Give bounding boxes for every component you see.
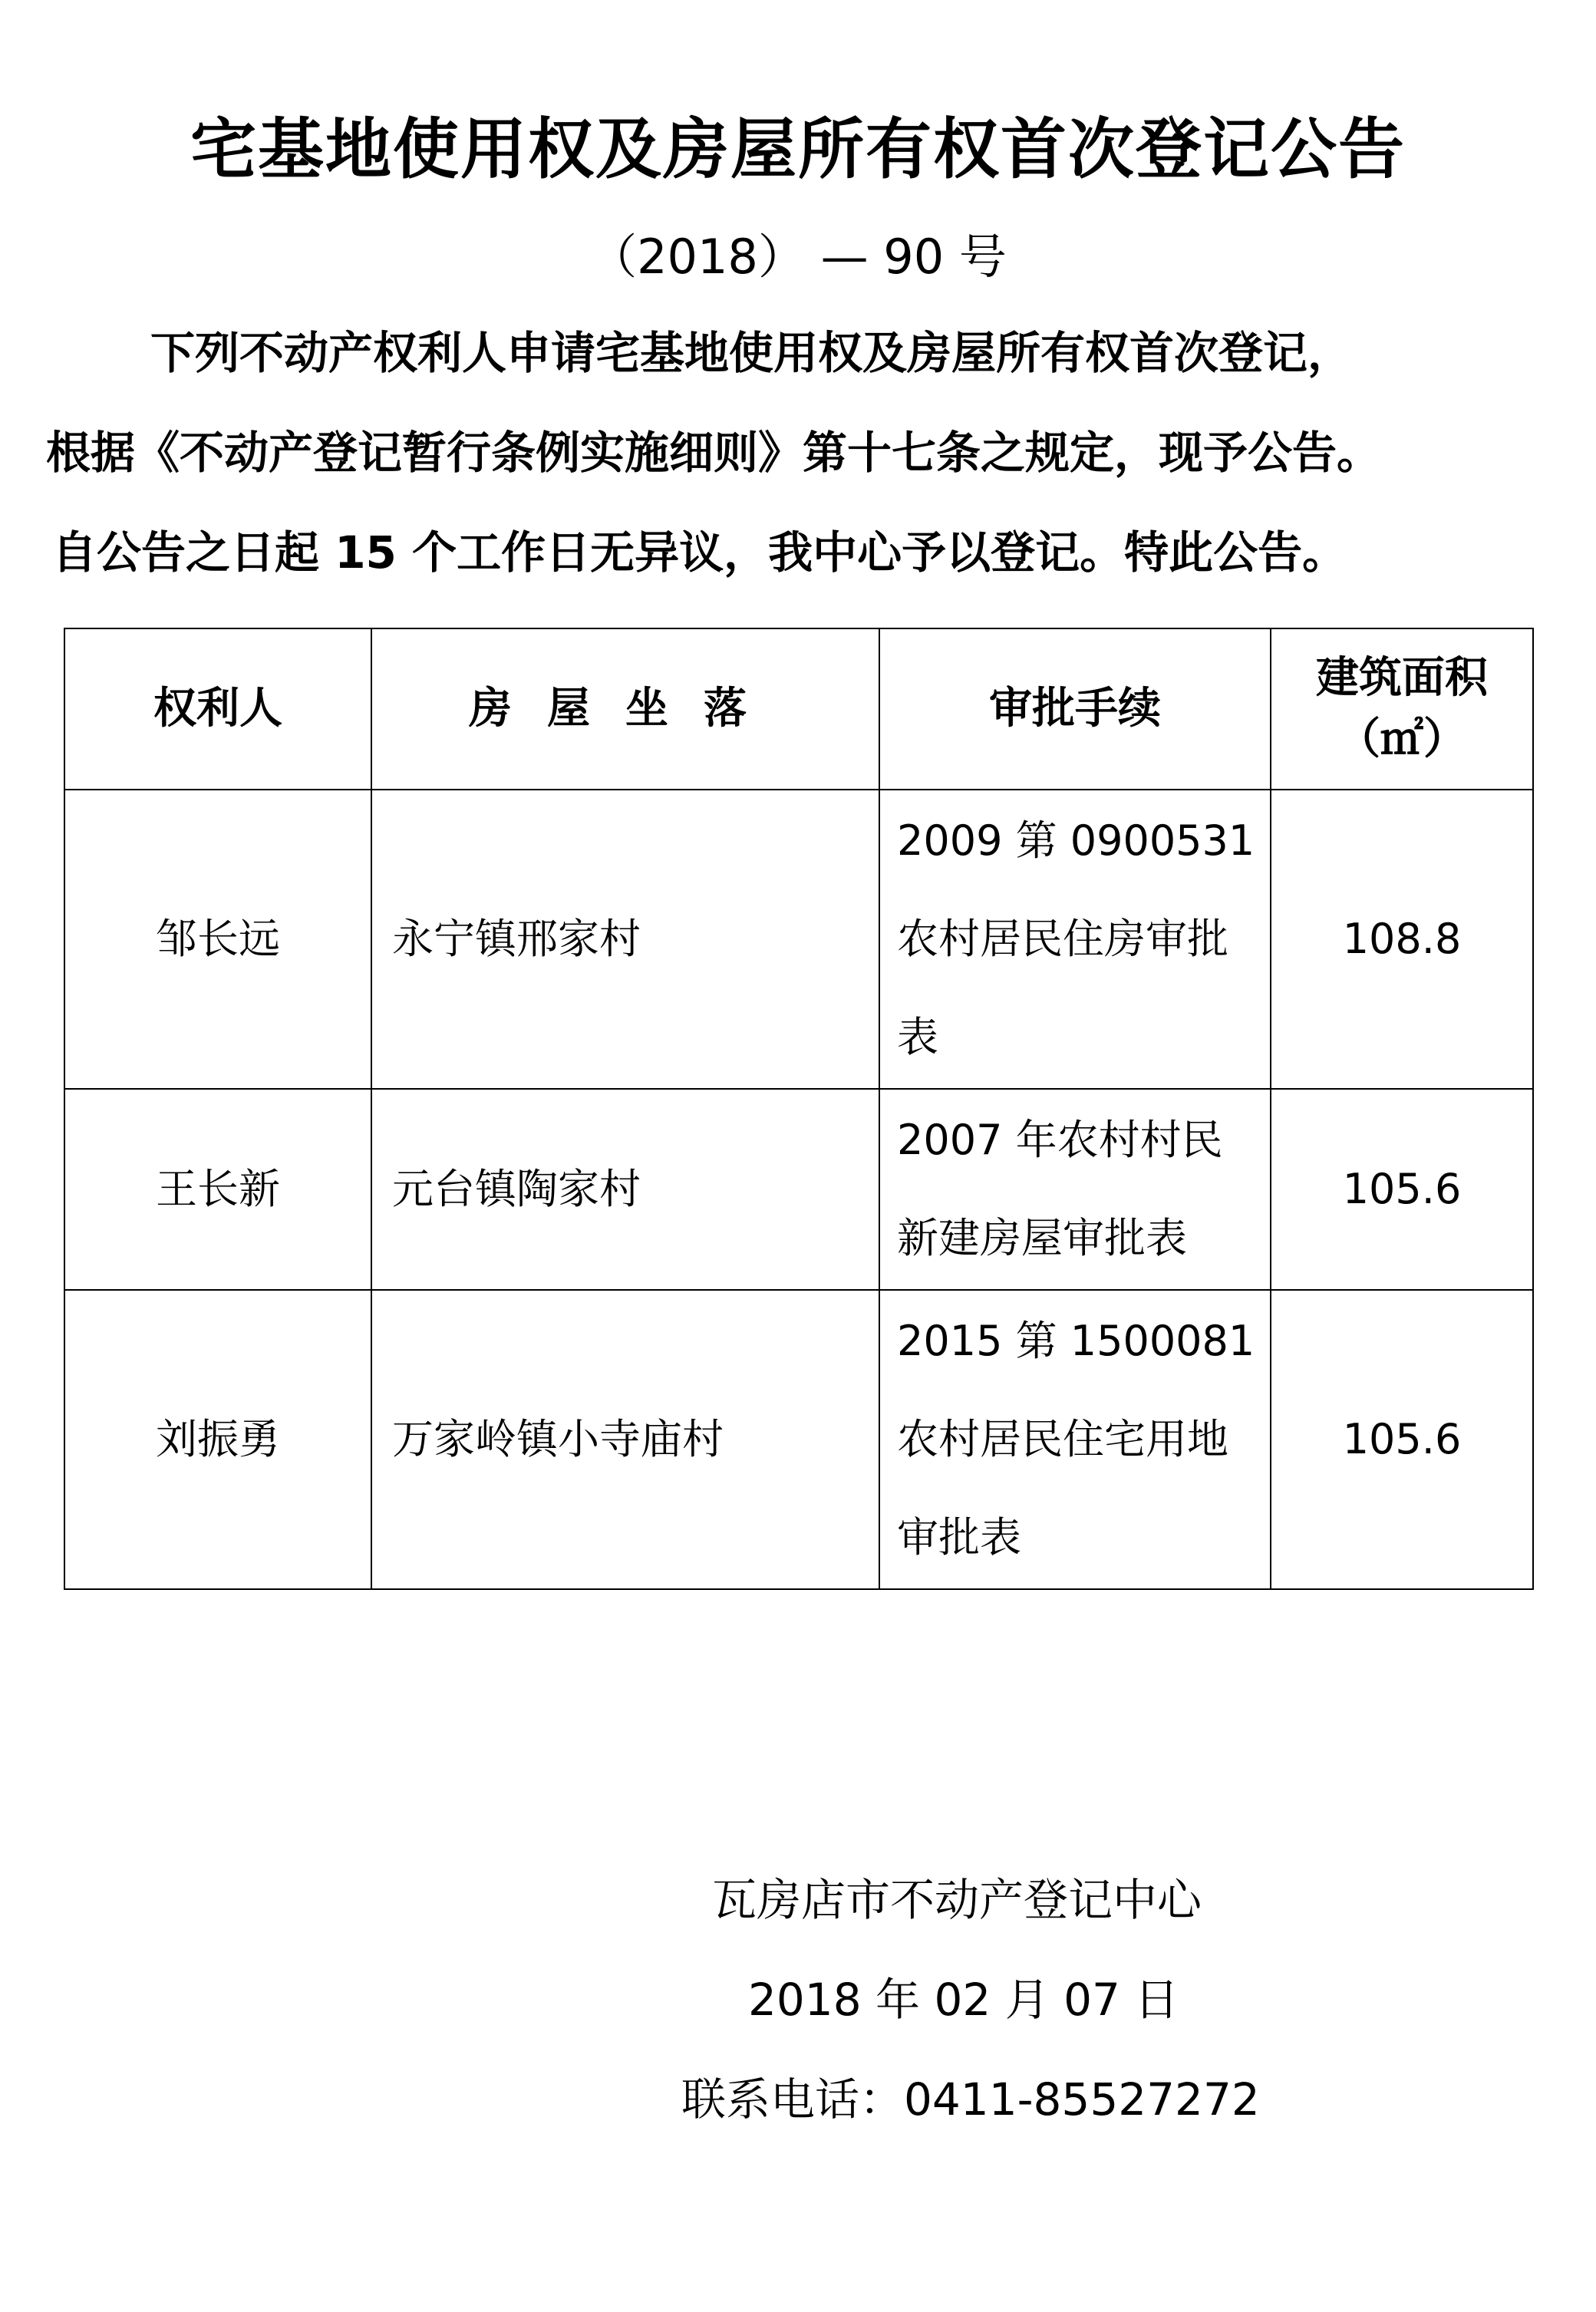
table-row [64,1290,1533,1589]
issue-date: 2018 年 02 月 07 日 [748,1974,1179,2026]
header-area [1271,628,1533,790]
header-location [371,628,879,790]
location-cell: 万家岭镇小寺庙村 [371,1290,879,1589]
location-cell: 元台镇陶家村 [371,1089,879,1290]
owner-cell: 邹长远 [64,790,371,1089]
table-header-row [64,628,1533,790]
page-title: 宅基地使用权及房屋所有权首次登记公告 [190,111,1406,188]
notice-line-2: 根据《不动产登记暂行条例实施细则》第十七条之规定，现予公告。 [46,427,1382,479]
notice-line-3: 自公告之日起 15 个工作日无异议，我中心予以登记。特此公告。 [52,526,1347,579]
header-area-unit: （㎡） [1337,714,1466,764]
area-cell: 105.6 [1271,1290,1533,1589]
issuing-organization: 瓦房店市不动产登记中心 [712,1874,1202,1926]
approval-cell: 2009 第 0900531 农村居民住房审批表 [879,790,1271,1089]
header-area-label: 建筑面积 [1316,653,1488,703]
table-row [64,1089,1533,1290]
document-number: （2018） — 90 号 [589,229,1007,285]
area-cell: 108.8 [1271,790,1533,1089]
owner-cell: 王长新 [64,1089,371,1290]
approval-cell: 2015 第 1500081 农村居民住宅用地审批表 [879,1290,1271,1589]
header-approval: 审批手续 [879,628,1271,790]
area-cell: 105.6 [1271,1089,1533,1290]
approval-cell: 2007 年农村村民新建房屋审批表 [879,1089,1271,1290]
contact-phone: 联系电话：0411-85527272 [681,2073,1260,2126]
header-owner: 权利人 [64,628,371,790]
owner-cell: 刘振勇 [64,1290,371,1589]
header-location-label: 房屋坐落 [469,684,782,734]
registration-table [64,628,1534,1590]
notice-line-1: 下列不动产权利人申请宅基地使用权及房屋所有权首次登记， [150,327,1353,379]
location-cell: 永宁镇邢家村 [371,790,879,1089]
table-row [64,790,1533,1089]
